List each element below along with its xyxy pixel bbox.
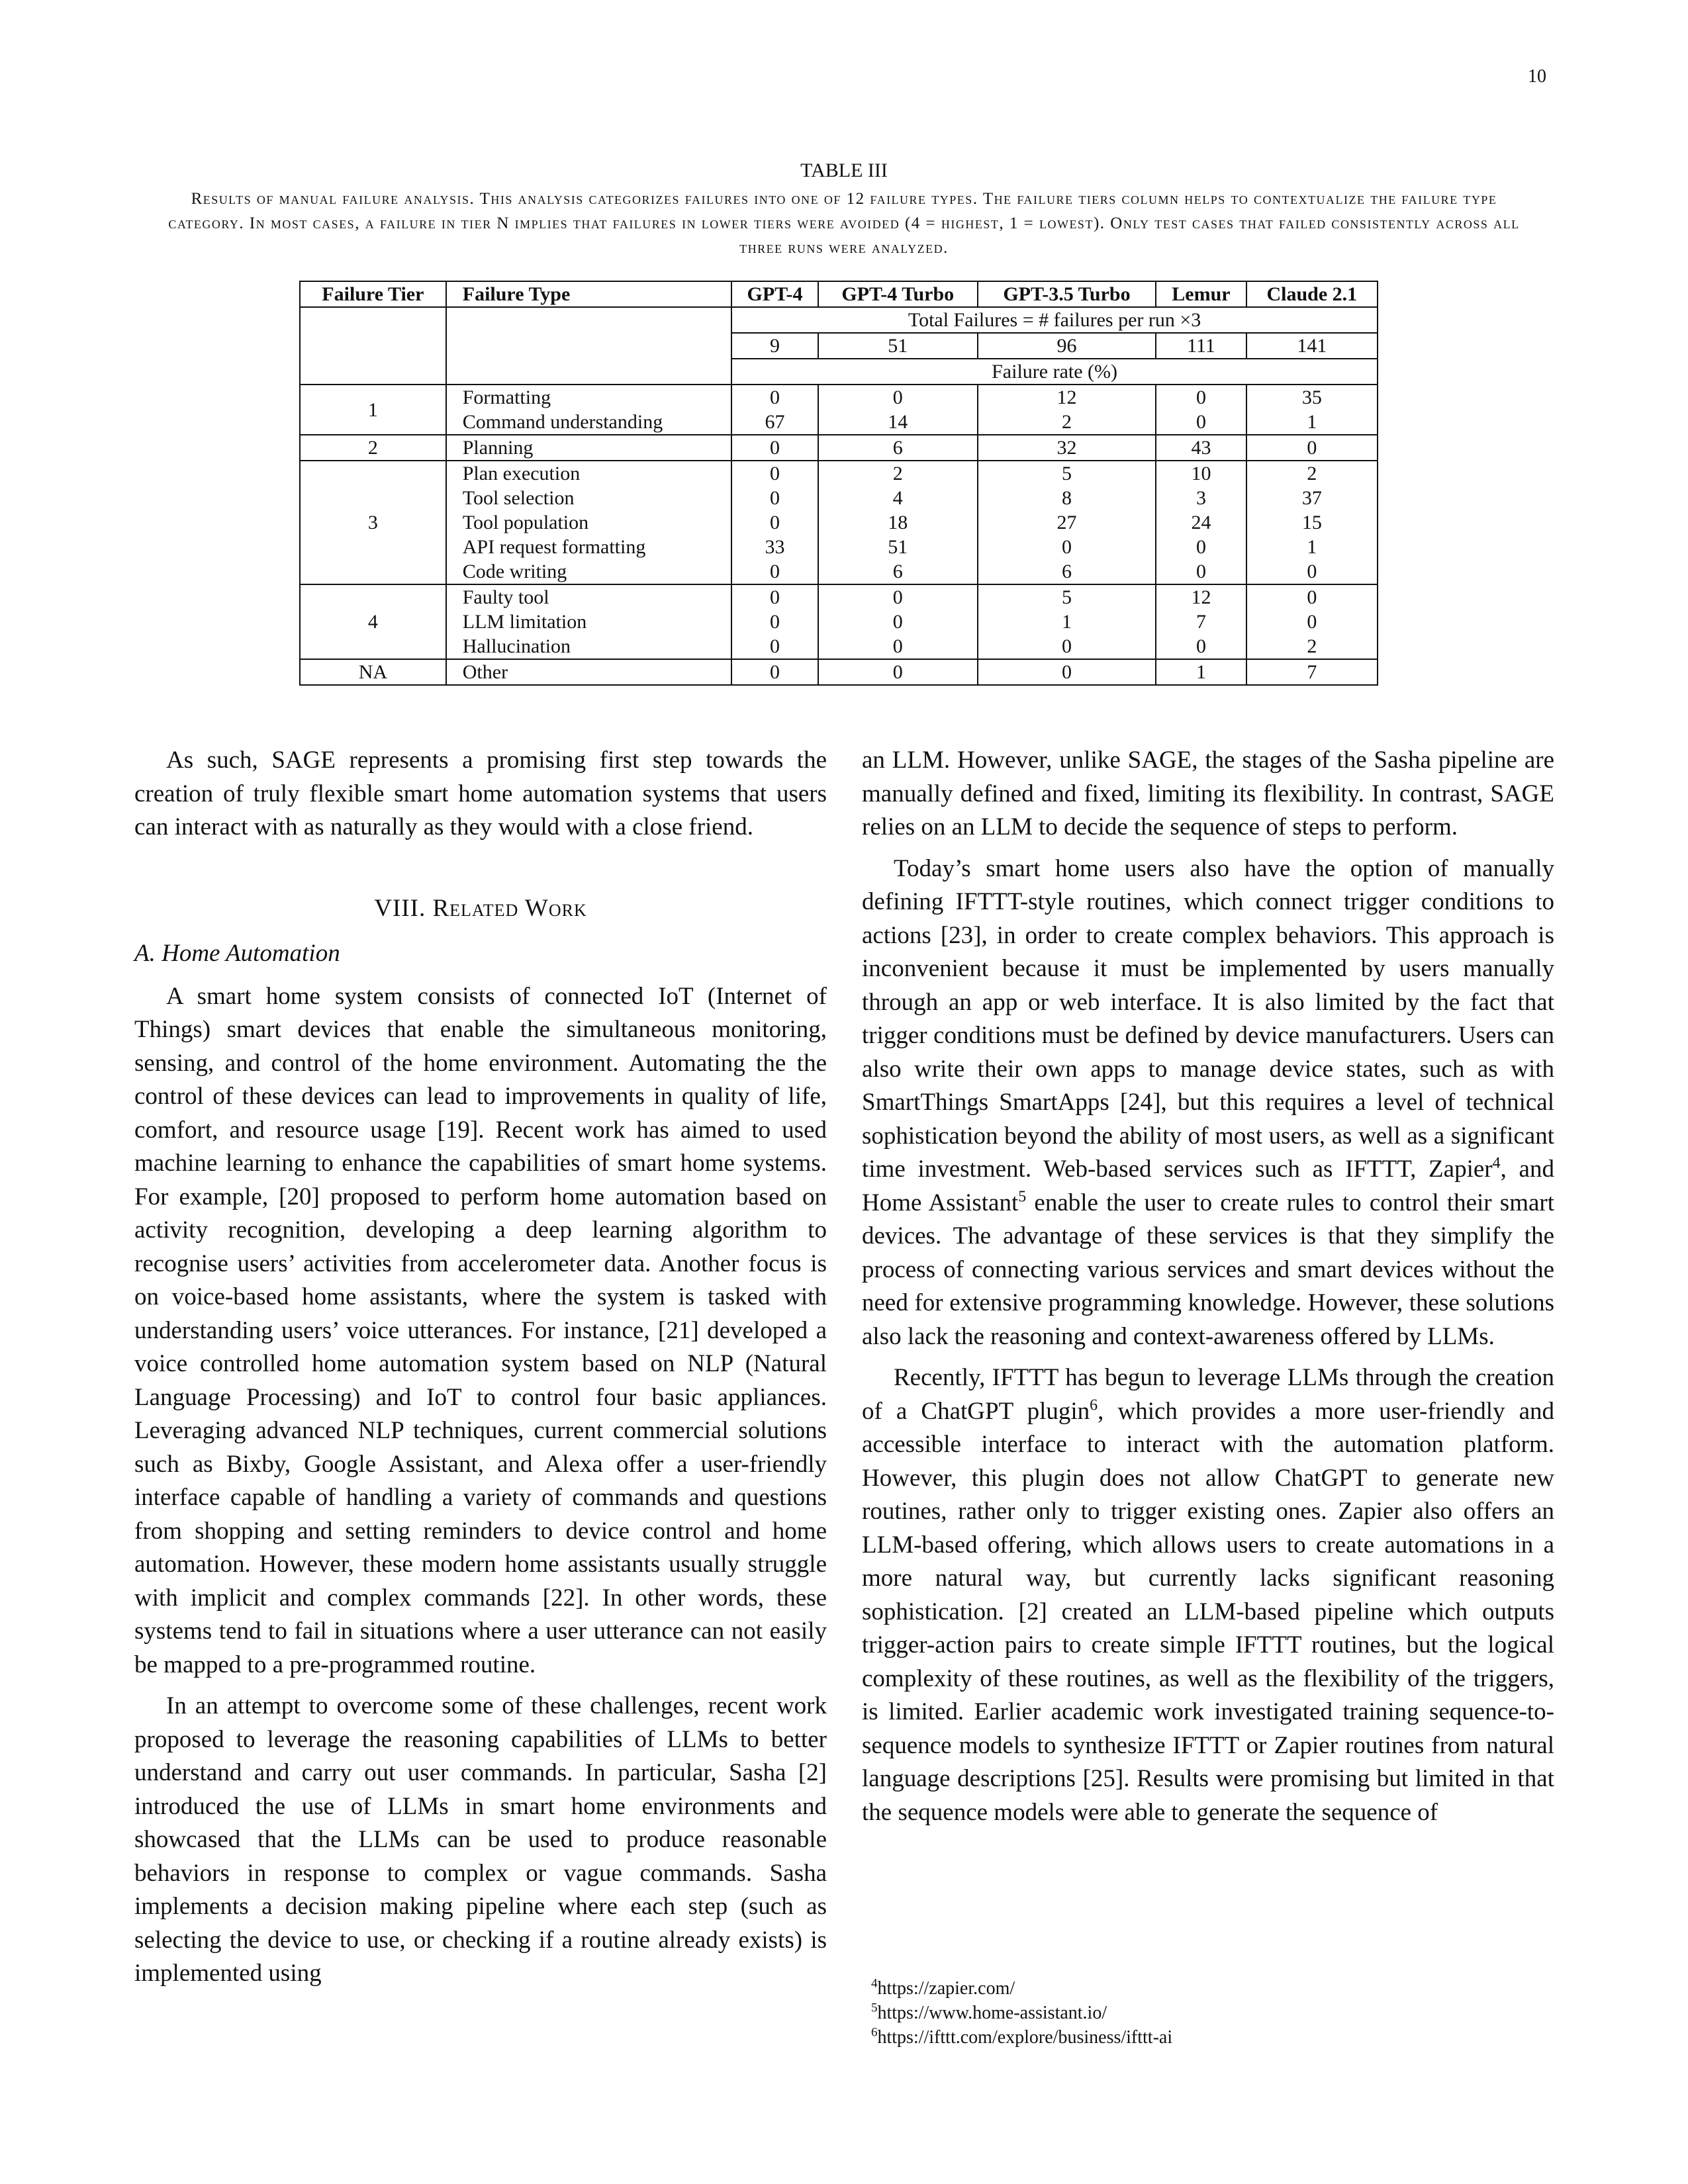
failure-rate-cell: 0 — [978, 659, 1156, 685]
failure-rate-cell: 0 — [731, 584, 818, 610]
left-column — [134, 744, 827, 1991]
footnote-link[interactable]: https://zapier.com/ — [877, 1978, 1015, 1999]
footnote-mark: 5 — [1018, 1188, 1027, 1206]
footnote — [871, 2025, 1172, 2050]
table-cell: 141 — [1246, 333, 1378, 359]
failure-rate-cell: 1 — [1156, 659, 1246, 685]
footnote-number: 5 — [871, 2001, 878, 2015]
failure-type-cell: Tool selection — [446, 486, 731, 510]
failure-type-cell: Plan execution — [446, 461, 731, 486]
table-cell: 51 — [818, 333, 978, 359]
failure-rate-cell: 0 — [818, 634, 978, 659]
text-run: , and Home Assistant — [862, 1156, 1554, 1216]
header-gpt4: GPT-4 — [731, 281, 818, 307]
failure-rate-cell: 27 — [978, 510, 1156, 535]
failure-rate-cell: 0 — [731, 385, 818, 410]
right-column — [862, 744, 1554, 1829]
failure-rate-cell: 32 — [978, 435, 1156, 461]
footnote-link[interactable]: https://ifttt.com/explore/business/ifttt-ai — [877, 2027, 1173, 2048]
total-failures-label: Total Failures = # failures per run ×3 — [731, 307, 1378, 333]
table-cell: 96 — [978, 333, 1156, 359]
section-number: VIII. — [374, 894, 426, 922]
footnote — [871, 2001, 1172, 2025]
failure-rate-cell: 67 — [731, 410, 818, 435]
failure-type-cell: API request formatting — [446, 535, 731, 559]
table-body — [300, 307, 1378, 685]
failure-analysis-table — [299, 281, 1378, 686]
failure-rate-cell: 33 — [731, 535, 818, 559]
table-header-row — [300, 281, 1378, 307]
failure-rate-cell: 0 — [1156, 385, 1246, 410]
footnote-number: 4 — [871, 1976, 878, 1991]
failure-rate-cell: 51 — [818, 535, 978, 559]
header-claude: Claude 2.1 — [1246, 281, 1378, 307]
failure-rate-cell: 0 — [1156, 535, 1246, 559]
table-row — [300, 510, 1378, 535]
failure-rate-cell: 0 — [731, 559, 818, 584]
failure-rate-cell: 0 — [731, 461, 818, 486]
failure-rate-cell: 4 — [818, 486, 978, 510]
header-failure-tier: Failure Tier — [300, 281, 446, 307]
failure-tier-cell: 4 — [300, 584, 446, 659]
body-paragraph — [862, 1361, 1554, 1829]
table-row — [300, 307, 1378, 333]
failure-type-cell: Command understanding — [446, 410, 731, 435]
failure-type-cell: Hallucination — [446, 634, 731, 659]
table-caption — [159, 158, 1529, 260]
failure-rate-cell: 0 — [1156, 634, 1246, 659]
failure-rate-cell: 0 — [1246, 584, 1378, 610]
section-heading — [134, 892, 827, 926]
failure-rate-cell: 24 — [1156, 510, 1246, 535]
footnote-mark: 4 — [1492, 1154, 1501, 1172]
footnotes — [871, 1976, 1172, 2050]
table-row — [300, 634, 1378, 659]
footnote-link[interactable]: https://www.home-assistant.io/ — [877, 2003, 1107, 2023]
text-run: Recently, IFTTT has begun to leverage LLMs through the creation of a ChatGPT plugin — [862, 1364, 1554, 1425]
failure-tier-cell: 3 — [300, 461, 446, 584]
failure-rate-cell: 10 — [1156, 461, 1246, 486]
failure-rate-cell: 37 — [1246, 486, 1378, 510]
table-row — [300, 410, 1378, 435]
failure-rate-cell: 0 — [731, 486, 818, 510]
table-cell — [300, 307, 446, 385]
intro-paragraph: As such, SAGE represents a promising first step towards the creation of truly flexible smart home automation systems that users can interact with as naturally as they would with a close friend. — [134, 747, 827, 841]
table-row — [300, 659, 1378, 685]
failure-rate-cell: 0 — [818, 584, 978, 610]
failure-rate-cell: 15 — [1246, 510, 1378, 535]
failure-type-cell: Planning — [446, 435, 731, 461]
failure-rate-cell: 7 — [1246, 659, 1378, 685]
failure-rate-cell: 6 — [818, 559, 978, 584]
failure-rate-cell: 1 — [1246, 410, 1378, 435]
footnote-mark: 6 — [1090, 1396, 1098, 1414]
failure-rate-cell: 35 — [1246, 385, 1378, 410]
failure-rate-cell: 0 — [818, 659, 978, 685]
header-failure-type: Failure Type — [446, 281, 731, 307]
failure-rate-cell: 0 — [731, 435, 818, 461]
failure-rate-cell: 6 — [978, 559, 1156, 584]
failure-rate-cell: 14 — [818, 410, 978, 435]
failure-rate-cell: 0 — [818, 610, 978, 634]
failure-rate-cell: 12 — [978, 385, 1156, 410]
text-run: , which provides a more user-friendly and accessible interface to interact with the automation platform. However, this plugin does not allow ChatGPT to generate new routines, rather only to trigger existing ones. Zapier also offers an LLM-based offering, which allows users to create automations in a more natural way, but currently lacks significant reasoning sophistication. [2] created an LLM-based pipeline which outputs trigger-action pairs to create simple IFTTT routines, but the logical complexity of these routines, as well as the flexibility of the triggers, is limited. Earlier academic work investigated training sequence-to-sequence models to synthesize IFTTT or Zapier routines from natural language descriptions [25]. Results were promising but limited in that the sequence models were able to generate the sequence of — [862, 1397, 1554, 1826]
table-cell: 9 — [731, 333, 818, 359]
failure-rate-cell: 0 — [731, 659, 818, 685]
failure-rate-cell: 12 — [1156, 584, 1246, 610]
failure-rate-cell: 2 — [978, 410, 1156, 435]
failure-rate-cell: 0 — [1156, 559, 1246, 584]
failure-type-cell: Formatting — [446, 385, 731, 410]
failure-rate-cell: 0 — [818, 385, 978, 410]
failure-rate-cell: 7 — [1156, 610, 1246, 634]
failure-tier-cell: 2 — [300, 435, 446, 461]
failure-rate-cell: 5 — [978, 461, 1156, 486]
text-run: Today’s smart home users also have the option of manually defining IFTTT-style routines, which connect trigger conditions to actions [23], in order to create complex behaviors. This approach is inconvenient because it must be implemented by users manually through an app or web interface. It is also limited by the fact that trigger conditions must be defined by device manufacturers. Users can also write their own apps to manage device states, such as with SmartThings SmartApps [24], but this requires a level of technical sophistication beyond the ability of most users, as well as a significant time investment. Web-based services such as IFTTT, Zapier — [862, 854, 1554, 1183]
text-run: enable the user to create rules to control their smart devices. The advantage of these services is that they simplify the process of connecting various services and smart devices without the need for extensive programming knowledge. However, these solutions also lack the reasoning and context-awareness offered by LLMs. — [862, 1189, 1554, 1350]
table-row — [300, 535, 1378, 559]
failure-rate-cell: 1 — [1246, 535, 1378, 559]
failure-type-cell: LLM limitation — [446, 610, 731, 634]
failure-rate-cell: 0 — [731, 634, 818, 659]
subsection-heading: A. Home Automation — [134, 940, 340, 967]
failure-type-cell: Tool population — [446, 510, 731, 535]
continued-paragraph: an LLM. However, unlike SAGE, the stages of the Sasha pipeline are manually defined and fixed, limiting its flexibility. In contrast, SAGE relies on an LLM to decide the sequence of steps to perform. — [862, 747, 1554, 841]
footnote — [871, 1976, 1172, 2001]
header-gpt35-turbo: GPT-3.5 Turbo — [978, 281, 1156, 307]
table-row — [300, 435, 1378, 461]
failure-rate-cell: 6 — [818, 435, 978, 461]
failure-rate-cell: 5 — [978, 584, 1156, 610]
failure-rate-cell: 18 — [818, 510, 978, 535]
failure-rate-cell: 2 — [818, 461, 978, 486]
table-row — [300, 610, 1378, 634]
failure-rate-cell: 0 — [1246, 435, 1378, 461]
failure-type-cell: Faulty tool — [446, 584, 731, 610]
failure-type-cell: Other — [446, 659, 731, 685]
failure-rate-cell: 1 — [978, 610, 1156, 634]
table-row — [300, 486, 1378, 510]
failure-rate-label: Failure rate (%) — [731, 359, 1378, 385]
failure-rate-cell: 2 — [1246, 461, 1378, 486]
section-title: Related Work — [432, 894, 587, 922]
failure-rate-cell: 2 — [1246, 634, 1378, 659]
failure-rate-cell: 0 — [1156, 410, 1246, 435]
failure-rate-cell: 0 — [731, 610, 818, 634]
footnote-number: 6 — [871, 2025, 878, 2040]
failure-rate-cell: 0 — [978, 634, 1156, 659]
body-paragraph: A smart home system consists of connected IoT (Internet of Things) smart devices that enable the simultaneous monitoring, sensing, and control of the home environment. Automating the the control of these devices can lead to improvements in quality of life, comfort, and resource usage [19]. Recent work has aimed to used machine learning to enhance the capabilities of smart home systems. For example, [20] proposed to perform home automation based on activity recognition, developing a deep learning algorithm to recognise users’ activities from accelerometer data. Another focus is on voice-based home assistants, where the system is tasked with understanding users’ voice utterances. For instance, [21] developed a voice controlled home automation system based on NLP (Natural Language Processing) and IoT to control four basic appliances. Leveraging advanced NLP techniques, current commercial solutions such as Bixby, Google Assistant, and Alexa offer a user-friendly interface capable of handling a variety of commands and questions from shopping and setting reminders to device control and home automation. However, these modern home assistants usually struggle with implicit and complex commands [22]. In other words, these systems tend to fail in situations where a user utterance can not easily be mapped to a pre-programmed routine. — [134, 982, 827, 1678]
body-paragraph — [862, 852, 1554, 1354]
failure-rate-cell: 0 — [731, 510, 818, 535]
table-row — [300, 385, 1378, 410]
table-row — [300, 461, 1378, 486]
failure-tier-cell: NA — [300, 659, 446, 685]
failure-type-cell: Code writing — [446, 559, 731, 584]
failure-rate-cell: 3 — [1156, 486, 1246, 510]
failure-rate-cell: 0 — [978, 535, 1156, 559]
failure-tier-cell: 1 — [300, 385, 446, 435]
failure-rate-cell: 0 — [1246, 610, 1378, 634]
page-number: 10 — [1528, 66, 1546, 87]
table-cell — [446, 307, 731, 385]
table-row — [300, 584, 1378, 610]
body-paragraph: In an attempt to overcome some of these challenges, recent work proposed to leverage the reasoning capabilities of LLMs to better understand and carry out user commands. In particular, Sasha [2] introduced the use of LLMs in smart home environments and showcased that the LLMs can be used to produce reasonable behaviors in response to complex or vague commands. Sasha implements a decision making pipeline where each step (such as selecting the device to use, or checking if a routine already exists) is implemented using — [134, 1692, 827, 1987]
header-lemur: Lemur — [1156, 281, 1246, 307]
table-label: TABLE III — [800, 159, 888, 181]
failure-rate-cell: 8 — [978, 486, 1156, 510]
failure-rate-cell: 43 — [1156, 435, 1246, 461]
header-gpt4-turbo: GPT-4 Turbo — [818, 281, 978, 307]
table-cell: 111 — [1156, 333, 1246, 359]
failure-rate-cell: 0 — [1246, 559, 1378, 584]
table-caption-text: Results of manual failure analysis. This analysis categorizes failures into one of 12 failure types. The failure tiers column helps to contextualize the failure type category. In most cases, a failure in tier N implies that failures in lower tiers were avoided (4 = highest, 1 = lowest). Only test cases that failed consistently across all three runs were analyzed. — [168, 190, 1520, 257]
table-row — [300, 559, 1378, 584]
